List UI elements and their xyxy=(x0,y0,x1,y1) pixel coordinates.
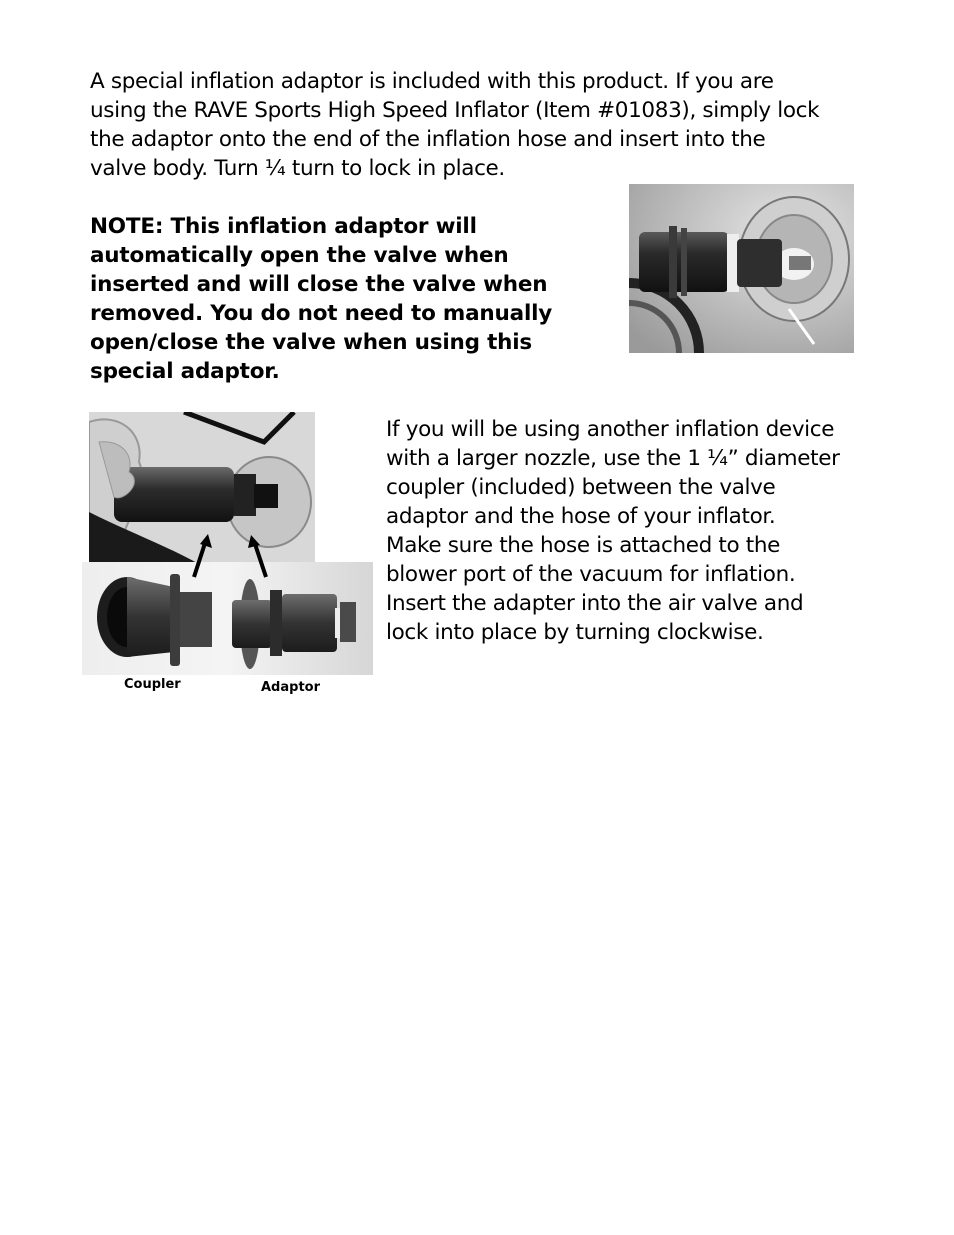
other-device-line: Insert the adapter into the air valve and xyxy=(386,591,804,616)
arrow-icon-coupler xyxy=(186,532,216,582)
note-line: automatically open the valve when xyxy=(90,243,509,268)
coupler-caption: Coupler xyxy=(124,677,181,692)
adaptor-caption: Adaptor xyxy=(261,680,321,695)
other-device-line: coupler (included) between the valve xyxy=(386,475,776,500)
intro-paragraph xyxy=(90,67,890,183)
intro-line: valve body. Turn ¼ turn to lock in place. xyxy=(90,156,505,181)
valve-adaptor-photo xyxy=(629,184,854,353)
other-device-line: Make sure the hose is attached to the xyxy=(386,533,781,558)
other-device-line: If you will be using another inflation device xyxy=(386,417,835,442)
intro-line: the adaptor onto the end of the inflation hose and insert into the xyxy=(90,127,766,152)
intro-line: using the RAVE Sports High Speed Inflator (Item #01083), simply lock xyxy=(90,98,820,123)
arrow-icon-adaptor xyxy=(244,533,274,581)
other-device-line: with a larger nozzle, use the 1 ¼” diameter xyxy=(386,446,840,471)
other-device-line: adaptor and the hose of your inflator. xyxy=(386,504,776,529)
note-line: removed. You do not need to manually xyxy=(90,301,553,326)
note-line: inserted and will close the valve when xyxy=(90,272,548,297)
note-line: open/close the valve when using this xyxy=(90,330,533,355)
note-line: NOTE: This inflation adaptor will xyxy=(90,214,477,239)
other-device-paragraph xyxy=(386,415,886,647)
other-device-line: lock into place by turning clockwise. xyxy=(386,620,764,645)
note-line: special adaptor. xyxy=(90,359,280,384)
note-paragraph xyxy=(90,212,590,386)
other-device-line: blower port of the vacuum for inflation. xyxy=(386,562,796,587)
intro-line: A special inflation adaptor is included with this product. If you are xyxy=(90,69,774,94)
coupler-adaptor-photo xyxy=(82,562,373,675)
